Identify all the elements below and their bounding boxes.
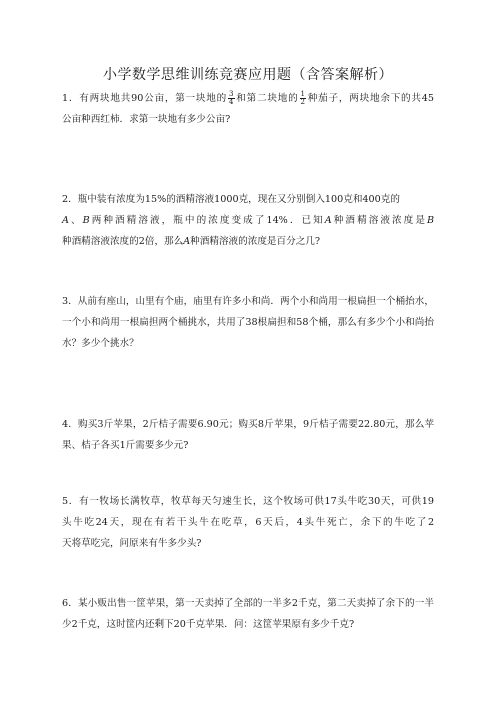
q2-number: 2 (138, 236, 145, 247)
q4-text: 元；购买 (218, 419, 258, 430)
q4-text: 斤桔子需要 (309, 419, 358, 430)
q6-text: 千克，这时筐内还剩下 (77, 619, 174, 630)
q2-text: 种酒精溶液浓度的 (62, 236, 139, 247)
q4-number: 6.90 (197, 419, 219, 430)
question-4 (62, 414, 434, 456)
q5-text: 天将草吃完，问原来有牛多少头? (62, 538, 202, 549)
q4-number: 9 (303, 419, 310, 430)
q2-text: 、 (68, 215, 83, 226)
q2-text: 两种酒精溶液，瓶中的浓度变成了 (89, 215, 267, 226)
fraction-one-half (300, 91, 306, 106)
q5-text: 天，可供 (380, 496, 422, 507)
q3-number: 58 (296, 317, 309, 328)
question-5 (62, 491, 434, 554)
q6-number: 20 (173, 619, 186, 630)
q5-number: 24 (95, 517, 108, 528)
q5-number: 19 (421, 496, 435, 507)
fraction-three-quarters (228, 91, 234, 106)
q3-text: 3．从前有座山，山里有个庙，庙里有许多小和尚．两个小和尚用一根扁担一个桶抬水，一个小和尚用一根扁担两个桶挑水，共用了 (62, 296, 434, 328)
variable-a: A (324, 215, 332, 226)
q1-number: 45 (421, 93, 435, 104)
q4-text: 斤需要多少元? (125, 440, 189, 451)
q2-text: 倍，那么 (144, 236, 184, 247)
q5-text: 天后， (261, 517, 297, 528)
q5-number: 30 (368, 496, 381, 507)
q2-text: ．已知 (287, 215, 325, 226)
q4-number: 8 (257, 419, 264, 430)
q4-number: 3 (97, 419, 104, 430)
fraction-denominator: 2 (300, 98, 305, 106)
q2-number: 100 (324, 194, 344, 205)
q6-number: 2 (71, 619, 78, 630)
q1-text: 和第二块地的 (235, 93, 299, 104)
q2-number: 14% (266, 215, 288, 226)
q1-text: 种茄子，两块地余下的共 (306, 93, 422, 104)
question-2 (62, 189, 434, 252)
q5-number: 2 (427, 517, 435, 528)
q6-text: 千克苹果．问：这筐苹果原有多少千克? (185, 619, 355, 630)
q2-text: 种酒精溶液的浓度是百分之几? (190, 236, 321, 247)
q2-number: 15% (144, 194, 167, 205)
document-title: 小学数学思维训练竞赛应用题（含答案解析） (103, 67, 393, 83)
q2-text: 克，现在又分别倒入 (238, 194, 325, 205)
q5-text: 5．有一牧场长满牧草，牧草每天匀速生长，这个牧场可供 (62, 496, 325, 507)
q1-text: 1．有两块地共 (62, 93, 132, 104)
q2-number: 1000 (214, 194, 239, 205)
fraction-numerator: 1 (300, 90, 305, 98)
q5-number: 6 (255, 517, 262, 528)
variable-a: A (183, 236, 191, 247)
question-3 (62, 291, 434, 354)
q1-number: 90 (131, 93, 144, 104)
q4-number: 2 (142, 419, 149, 430)
q5-number: 17 (324, 496, 337, 507)
q6-text: 千克，第二天卖掉了余下的一半少 (62, 598, 435, 630)
variable-b: B (426, 215, 435, 226)
q4-number: 1 (119, 440, 126, 451)
q5-text: 头牛死亡，余下的牛吃了 (302, 517, 428, 528)
q2-text: 的酒精溶液 (166, 194, 215, 205)
q6-text: 6．某小贩出售一筐苹果，第一天卖掉了全部的一半多 (62, 598, 292, 609)
variable-a: A (62, 215, 69, 226)
q4-text: 元，那么苹果、桔子各买 (62, 419, 435, 451)
q5-text: 头牛吃 (62, 517, 96, 528)
fraction-numerator: 3 (229, 90, 234, 98)
q3-number: 38 (245, 317, 258, 328)
q1-text: 公亩，第一块地的 (143, 93, 228, 104)
q2-text: 2．瓶中装有浓度为 (62, 194, 145, 205)
question-1 (62, 88, 434, 130)
q4-text: 斤苹果， (264, 419, 304, 430)
q4-text: 斤桔子需要 (148, 419, 198, 430)
q3-text: 根扁担和 (257, 317, 297, 328)
q4-text: 4．购买 (62, 419, 98, 430)
q4-text: 斤苹果， (103, 419, 143, 430)
q3-text: 个桶，那么有多少个小和尚抬水？多少个挑水？ (62, 317, 435, 349)
q5-number: 4 (296, 517, 303, 528)
q4-number: 22.80 (357, 419, 386, 430)
q5-text: 天，现在有若干头牛在吃草， (107, 517, 256, 528)
q2-text: 克和 (343, 194, 363, 205)
q5-text: 头牛吃 (336, 496, 369, 507)
q2-text: 种酒精溶液浓度是 (331, 215, 427, 226)
q1-text: 公亩种西红柿．求第一块地有多少公亩? (62, 114, 231, 125)
variable-b: B (82, 215, 90, 226)
question-6 (62, 593, 434, 635)
q2-number: 400 (362, 194, 381, 205)
fraction-denominator: 4 (229, 98, 234, 106)
q6-number: 2 (291, 598, 298, 609)
q2-text: 克的 (380, 194, 400, 205)
